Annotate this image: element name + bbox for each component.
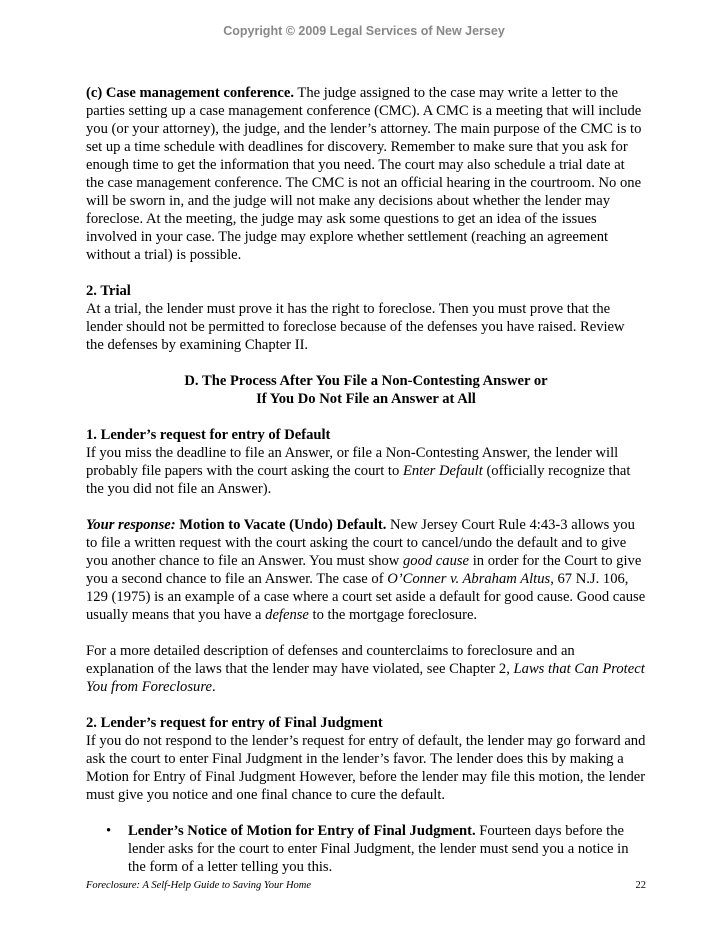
more-chapter-title: Laws that Can Protect You from Foreclosure [86, 661, 645, 695]
response-good-cause: good cause [402, 553, 470, 569]
cmc-lead: (c) Case management conference. [86, 85, 295, 101]
response-text-c: to the mortgage foreclosure. [308, 607, 478, 623]
response-label: Your response: [86, 517, 176, 533]
page-footer [86, 880, 646, 891]
cmc-text: The judge assigned to the case may write a letter to the parties setting up a case management conference (CMC). A CMC is a meeting that will include you (or your attorney), the judge, and the lender’s attorney. The main purpose of the CMC is to set up a time schedule with deadlines for discovery. Remember to make sure that you ask for enough time to get the information that you need. The court may also schedule a trial date at the case management conference. The CMC is not an official hearing in the courtroom. No one will be sworn in, and the judge will not make any decisions about whether the lender may foreclose. At the meeting, the judge may ask some questions to get an idea of the issues involved in your case. The judge may explore whether settlement (reaching an agreement without a trial) is possible. [86, 85, 642, 263]
process-heading [86, 372, 646, 408]
final-heading: 2. Lender’s request for entry of Final Judgment [86, 715, 383, 731]
bullet-lead: Lender’s Notice of Motion for Entry of Final Judgment. [128, 823, 476, 839]
response-gc-after: in order for the Court to give you a second chance to file an Answer. [86, 553, 642, 587]
final-section [86, 714, 646, 804]
default-text-a: If you miss the deadline to file an Answer, or file a Non-Contesting Answer, the lender will probably file papers with the court asking the court to [86, 445, 619, 479]
more-paragraph [86, 642, 646, 696]
page-content [86, 84, 646, 876]
bullet-item [106, 822, 646, 876]
response-defense: defense [265, 607, 309, 623]
trial-text: At a trial, the lender must prove it has the right to foreclose. Then you must prove that the lender should not be permitted to foreclose because of the defenses you have raised. Review the defenses by examining Chapter II. [86, 301, 625, 353]
bullet-text: Fourteen days before the lender asks for the court to enter Final Judgment, the lender must send you a notice in the form of a letter telling you this. [128, 823, 629, 875]
response-paragraph [86, 516, 646, 624]
response-text-a-part1: New Jersey Court Rule 4:43-3 allows you to file a written request with the court asking the court to cancel/undo the default and to give you another chance to file an Answer. [86, 517, 635, 569]
more-text-b: . [211, 679, 216, 695]
response-lead: Motion to Vacate (Undo) Default. [175, 517, 387, 533]
footer-title: Foreclosure: A Self-Help Guide to Saving Your Home [86, 880, 312, 891]
default-text-b: (officially recognize that the you did not file an Answer). [86, 463, 631, 497]
bullet-marker: • [106, 823, 112, 839]
final-text: If you do not respond to the lender’s request for entry of default, the lender may go forward and ask the court to enter Final Judgment in the lender’s favor. The lender does this by making a Motion for Entry of Final Judgment However, before the lender may file this motion, the lender must give you notice and one final chance to cure the default. [86, 733, 646, 803]
response-gc-before: You must show [306, 553, 403, 569]
page-number: 22 [635, 880, 646, 891]
more-text-a: For a more detailed description of defenses and counterclaims to foreclosure and an explanation of the laws that the lender may have violated, see Chapter 2, [86, 643, 575, 677]
bullet-list [86, 822, 646, 876]
response-case-intro: The case of [312, 571, 388, 587]
trial-heading: 2. Trial [86, 283, 131, 299]
cmc-paragraph [86, 84, 646, 264]
response-text-b: , 67 N.J. 106, 129 (1975) is an example of a case where a court set aside a default for good cause. Good cause usually means that you have a [86, 571, 646, 623]
copyright-header: Copyright © 2009 Legal Services of New Jersey [223, 24, 505, 38]
default-heading: 1. Lender’s request for entry of Default [86, 427, 331, 443]
default-text-em: Enter Default [402, 463, 483, 479]
trial-section [86, 282, 646, 354]
default-section [86, 426, 646, 498]
response-case-name: O’Conner v. Abraham Altus [387, 571, 551, 587]
process-heading-line1: D. The Process After You File a Non-Contesting Answer or [184, 373, 548, 389]
process-heading-line2: If You Do Not File an Answer at All [256, 391, 476, 407]
